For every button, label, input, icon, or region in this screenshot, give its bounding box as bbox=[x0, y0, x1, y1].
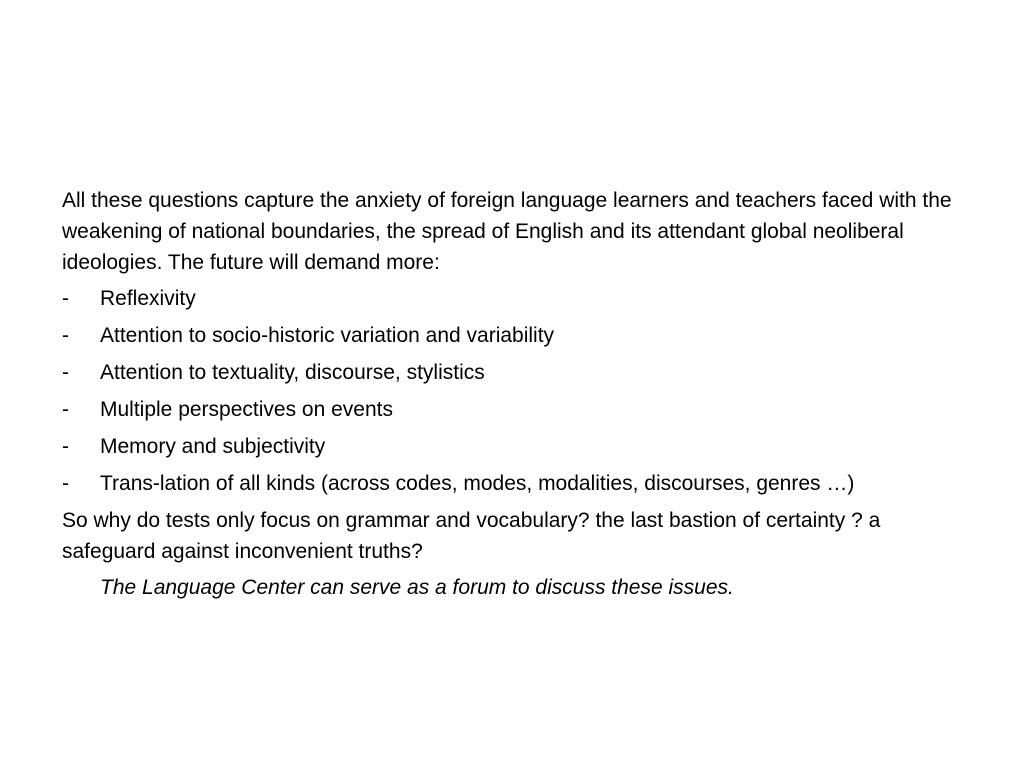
bullet-marker: - bbox=[62, 287, 69, 310]
closing-statement: The Language Center can serve as a forum to discuss these issues. bbox=[100, 576, 734, 599]
intro-paragraph: All these questions capture the anxiety of foreign language learners and teachers faced with the weakening of national boundaries, the spread of English and its attendant global neoliberal ideologies. The future will demand more: bbox=[62, 189, 952, 274]
bullet-text: Reflexivity bbox=[100, 287, 196, 310]
bullet-text: Attention to textuality, discourse, stylistics bbox=[100, 361, 485, 384]
bullet-text: Memory and subjectivity bbox=[100, 435, 326, 458]
bullet-marker: - bbox=[62, 324, 69, 347]
list-item bbox=[62, 320, 952, 351]
list-item bbox=[62, 468, 952, 499]
bullet-marker: - bbox=[62, 398, 69, 421]
bullet-marker: - bbox=[62, 435, 69, 458]
bullet-marker: - bbox=[62, 361, 69, 384]
question-paragraph: So why do tests only focus on grammar and vocabulary? the last bastion of certainty ? a safeguard against inconvenient truths? bbox=[62, 509, 881, 563]
bullet-text: Multiple perspectives on events bbox=[100, 398, 393, 421]
bullet-list bbox=[62, 283, 952, 499]
list-item bbox=[62, 357, 952, 388]
bullet-marker: - bbox=[62, 472, 69, 495]
slide-body bbox=[62, 185, 952, 603]
bullet-text: Trans-lation of all kinds (across codes, modes, modalities, discourses, genres …) bbox=[100, 472, 855, 495]
list-item bbox=[62, 394, 952, 425]
list-item bbox=[62, 431, 952, 462]
list-item bbox=[62, 283, 952, 314]
bullet-text: Attention to socio-historic variation and variability bbox=[100, 324, 555, 347]
